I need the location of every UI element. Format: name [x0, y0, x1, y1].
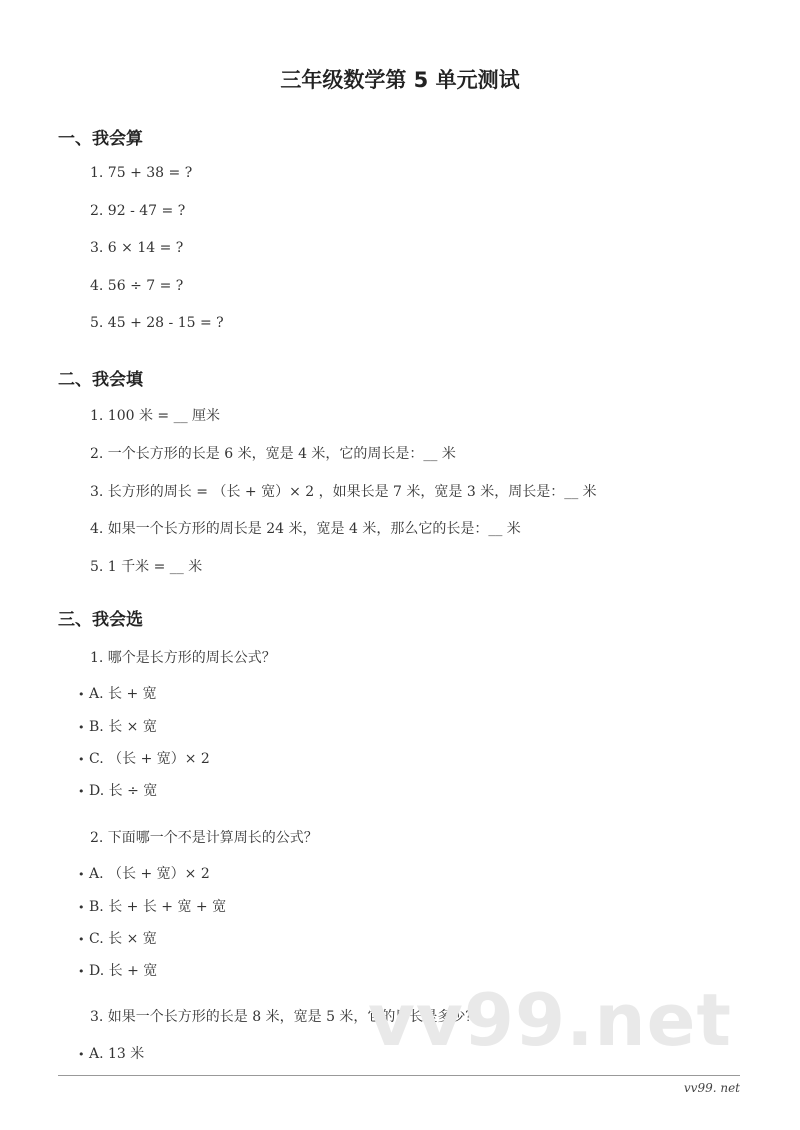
- bullet-icon: •: [78, 753, 85, 766]
- question-2-5: 5. 1 千米 = __ 米: [90, 559, 203, 575]
- choice-question-2: 2. 下面哪一个不是计算周长的公式？: [90, 830, 318, 846]
- choice-option: • A. 13 米: [78, 1046, 145, 1062]
- question-2-1: 1. 100 米 = __ 厘米: [90, 408, 221, 424]
- question-1-5: 5. 45 + 28 - 15 = ?: [90, 315, 224, 331]
- question-1-2: 2. 92 - 47 = ?: [90, 203, 186, 219]
- choice-option: • A. （长 + 宽）× 2: [78, 866, 210, 882]
- bullet-icon: •: [78, 721, 85, 734]
- choice-option: • B. 长 × 宽: [78, 719, 157, 735]
- bullet-icon: •: [78, 785, 85, 798]
- watermark: vv99.net: [368, 978, 732, 1062]
- choice-option: • C. （长 + 宽）× 2: [78, 751, 210, 767]
- section-heading-choose: 三、我会选: [58, 610, 143, 630]
- question-2-3: 3. 长方形的周长 = （长 + 宽）× 2 ，如果长是 7 米，宽是 3 米，周长是：__ 米: [90, 484, 597, 500]
- choice-option: • D. 长 + 宽: [78, 963, 158, 979]
- choice-option: • B. 长 + 长 + 宽 + 宽: [78, 899, 227, 915]
- question-2-2: 2. 一个长方形的长是 6 米，宽是 4 米，它的周长是：__ 米: [90, 446, 456, 462]
- footer-divider: [58, 1075, 740, 1076]
- bullet-icon: •: [78, 933, 85, 946]
- bullet-icon: •: [78, 901, 85, 914]
- choice-option: • C. 长 × 宽: [78, 931, 157, 947]
- question-2-4: 4. 如果一个长方形的周长是 24 米，宽是 4 米，那么它的长是：__ 米: [90, 521, 521, 537]
- bullet-icon: •: [78, 1048, 85, 1061]
- question-1-1: 1. 75 + 38 = ?: [90, 165, 193, 181]
- choice-option: • D. 长 ÷ 宽: [78, 783, 158, 799]
- bullet-icon: •: [78, 965, 85, 978]
- choice-question-1: 1. 哪个是长方形的周长公式？: [90, 650, 276, 666]
- footer-site: vv99. net: [683, 1081, 740, 1095]
- bullet-icon: •: [78, 688, 85, 701]
- question-1-4: 4. 56 ÷ 7 = ?: [90, 278, 184, 294]
- page-title: 三年级数学第 5 单元测试: [280, 68, 520, 92]
- question-1-3: 3. 6 × 14 = ?: [90, 240, 184, 256]
- bullet-icon: •: [78, 868, 85, 881]
- choice-question-3: 3. 如果一个长方形的长是 8 米，宽是 5 米，它的周长是多少？: [90, 1009, 480, 1025]
- section-heading-fill: 二、我会填: [58, 370, 143, 390]
- section-heading-calc: 一、我会算: [58, 129, 143, 149]
- choice-option: • A. 长 + 宽: [78, 686, 157, 702]
